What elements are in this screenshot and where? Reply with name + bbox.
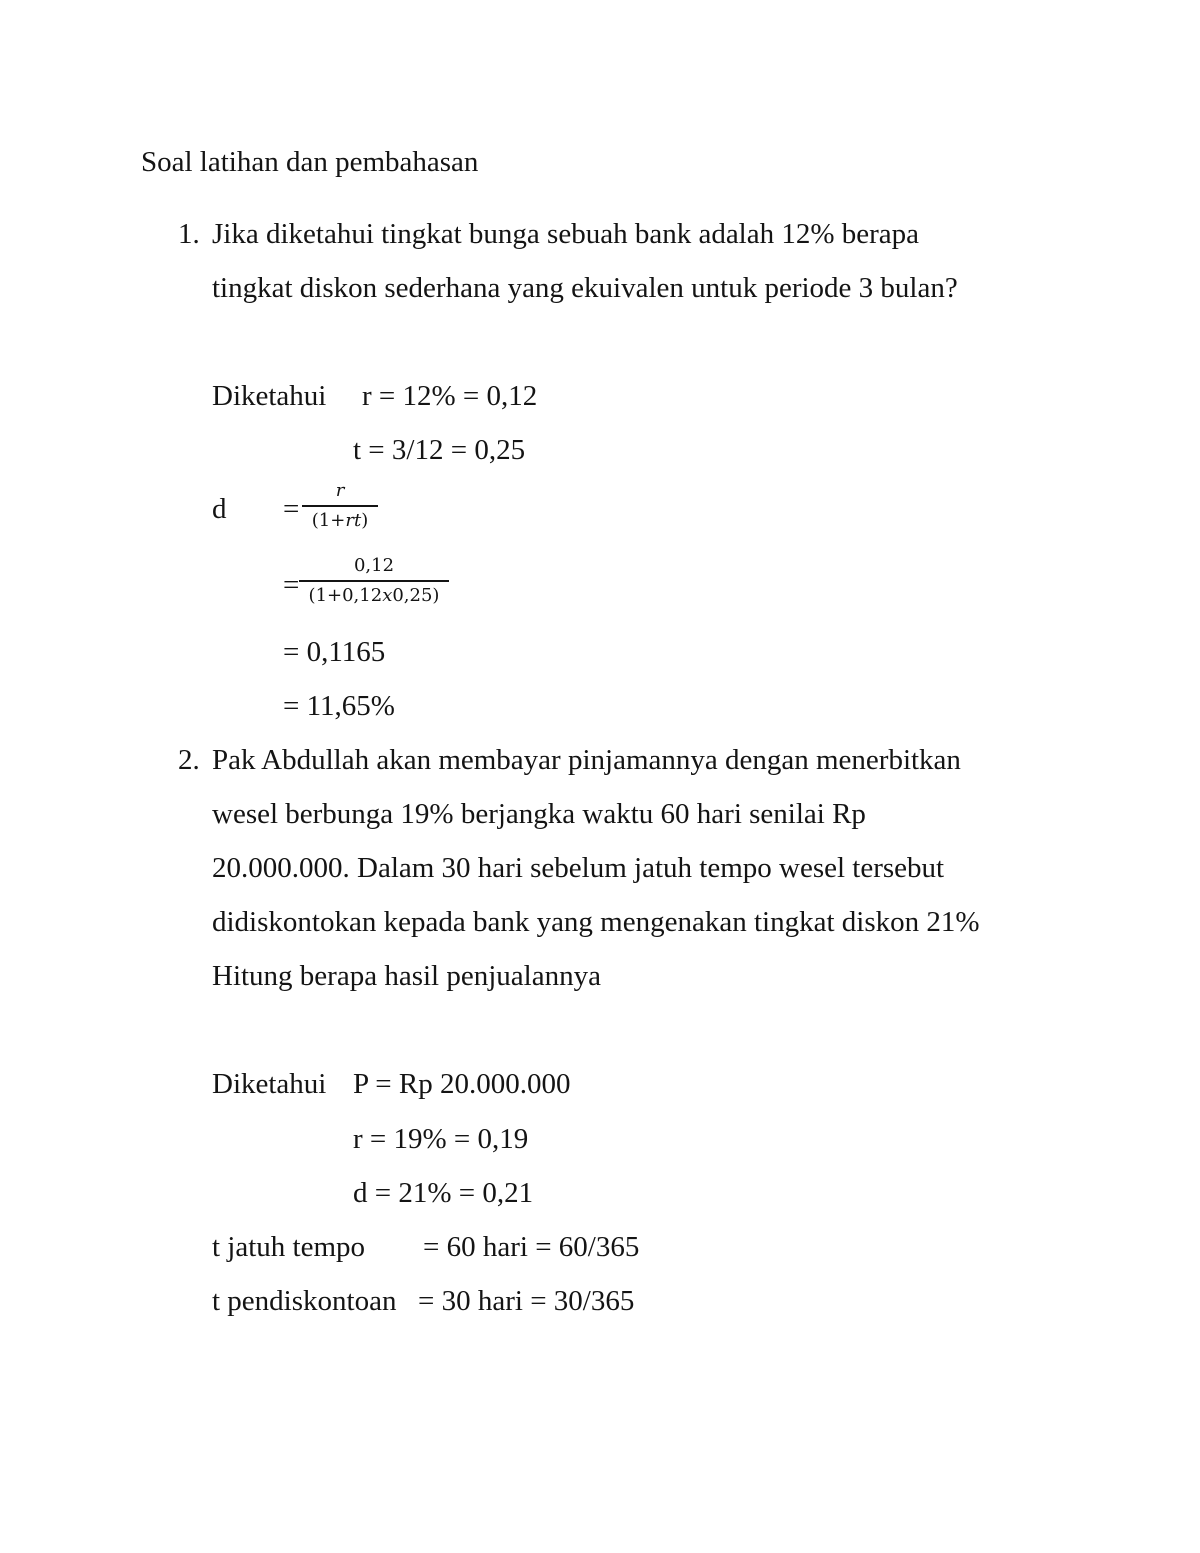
question-1-text-line-2: tingkat diskon sederhana yang ekuivalen untuk periode 3 bulan? (212, 272, 958, 304)
question-2-known-d: d = 21% = 0,21 (353, 1177, 534, 1209)
question-2-t-discount-value: = 30 hari = 30/365 (418, 1285, 635, 1317)
question-1-result-decimal: = 0,1165 (283, 636, 386, 668)
question-1-known-t: t = 3/12 = 0,25 (353, 434, 526, 466)
formula-numerator: r (335, 480, 345, 501)
question-2-t-due-label: t jatuh tempo (212, 1231, 366, 1263)
question-2-t-due-value: = 60 hari = 60/365 (423, 1231, 640, 1263)
question-1-d-label: d (212, 493, 227, 525)
question-1-result-percent: = 11,65% (283, 690, 395, 722)
formula-denominator: (1+rt) (311, 510, 369, 531)
question-2-text-line-5: Hitung berapa hasil penjualannya (212, 960, 601, 992)
question-1-equals-1: = (283, 493, 300, 525)
substituted-numerator: 0,12 (353, 555, 395, 576)
question-2-text-line-4: didiskontokan kepada bank yang mengenakan tingkat diskon 21% (212, 906, 980, 938)
question-2-t-discount-label: t pendiskontoan (212, 1285, 397, 1317)
question-2-known-p: P = Rp 20.000.000 (353, 1068, 571, 1100)
question-1-text-line-1: Jika diketahui tingkat bunga sebuah bank adalah 12% berapa (212, 218, 920, 250)
question-2-known-label: Diketahui (212, 1068, 327, 1100)
question-1-known-r: r = 12% = 0,12 (362, 380, 538, 412)
question-2-number: 2. (178, 744, 200, 776)
question-2-text-line-3: 20.000.000. Dalam 30 hari sebelum jatuh tempo wesel tersebut (212, 852, 945, 884)
question-1-equals-2: = (283, 569, 300, 601)
document-title: Soal latihan dan pembahasan (141, 146, 479, 178)
question-1-number: 1. (178, 218, 200, 250)
question-2-text-line-2: wesel berbunga 19% berjangka waktu 60 hari senilai Rp (212, 798, 866, 830)
substituted-denominator: (1+0,12x0,25) (308, 585, 440, 606)
question-2-known-r: r = 19% = 0,19 (353, 1123, 529, 1155)
question-1-formula-fraction (302, 482, 378, 530)
question-2-text-line-1: Pak Abdullah akan membayar pinjamannya dengan menerbitkan (212, 744, 961, 776)
question-1-substituted-fraction (299, 557, 449, 605)
question-1-known-label: Diketahui (212, 380, 327, 412)
